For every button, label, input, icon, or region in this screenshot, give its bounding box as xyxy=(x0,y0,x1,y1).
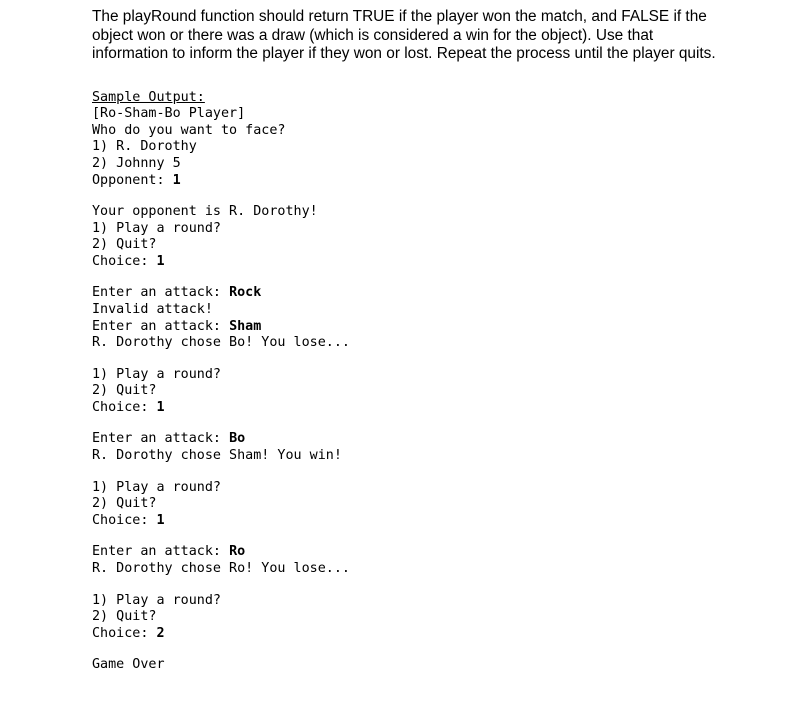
blank-line xyxy=(92,189,732,204)
console-output-text: Your opponent is R. Dorothy! xyxy=(92,204,318,220)
console-line xyxy=(92,367,732,384)
console-output-text: R. Dorothy chose Ro! You lose... xyxy=(92,560,350,576)
console-output-text: 1) R. Dorothy xyxy=(92,139,197,155)
console-line xyxy=(92,448,732,465)
console-line xyxy=(92,561,732,578)
console-output-text: R. Dorothy chose Sham! You win! xyxy=(92,448,342,463)
console-line xyxy=(92,593,732,610)
console-output-text: 1) Play a round? xyxy=(92,592,221,608)
console-output-text: 1) Play a round? xyxy=(92,366,221,382)
user-input-text: 1 xyxy=(172,172,181,188)
console-line xyxy=(92,626,732,643)
console-output-text: 2) Quit? xyxy=(92,496,157,512)
console-output-text: Choice: xyxy=(92,512,157,528)
document-page xyxy=(92,8,732,674)
blank-line xyxy=(92,465,732,480)
console-line xyxy=(92,302,732,319)
console-line xyxy=(92,123,732,140)
user-input-text: 1 xyxy=(156,512,165,528)
console-line xyxy=(92,173,732,190)
console-line xyxy=(92,480,732,497)
console-output-text: Game Over xyxy=(92,657,165,673)
blank-line xyxy=(92,529,732,544)
user-input-text: Rock xyxy=(229,285,262,301)
console-line xyxy=(92,400,732,417)
blank-line xyxy=(92,416,732,431)
console-line xyxy=(92,431,732,448)
user-input-text: 1 xyxy=(156,253,165,269)
console-line xyxy=(92,609,732,626)
console-line xyxy=(92,139,732,156)
user-input-text: 1 xyxy=(156,399,165,415)
console-line xyxy=(92,496,732,513)
console-output-text: R. Dorothy chose Bo! You lose... xyxy=(92,335,350,351)
console-line xyxy=(92,204,732,221)
console-output-text: Who do you want to face? xyxy=(92,122,286,138)
console-line xyxy=(92,221,732,238)
console-output-text: Opponent: xyxy=(92,172,173,188)
console-output-text: 2) Quit? xyxy=(92,237,157,253)
console-line xyxy=(92,544,732,561)
console-line xyxy=(92,383,732,400)
console-output-text: 2) Quit? xyxy=(92,383,157,399)
sample-output-title: Sample Output: xyxy=(92,89,205,105)
console-line xyxy=(92,254,732,271)
user-input-text: Bo xyxy=(229,431,246,447)
console-line xyxy=(92,319,732,336)
console-line xyxy=(92,335,732,352)
console-line xyxy=(92,513,732,530)
console-line xyxy=(92,106,732,123)
blank-line xyxy=(92,270,732,285)
console-output-text: 2) Quit? xyxy=(92,609,157,625)
console-output-text: Enter an attack: xyxy=(92,544,230,560)
blank-line xyxy=(92,577,732,592)
console-output-text: 2) Johnny 5 xyxy=(92,155,181,171)
console-line xyxy=(92,156,732,173)
blank-line xyxy=(92,352,732,367)
console-line xyxy=(92,285,732,302)
console-output-text: Choice: xyxy=(92,625,157,641)
user-input-text: 2 xyxy=(156,625,165,641)
console-output-text: Enter an attack: xyxy=(92,318,230,334)
console-output-text: Enter an attack: xyxy=(92,285,230,301)
instructions-paragraph: The playRound function should return TRUE if the player won the match, and FALSE if the object won or there was a draw (which is considered a win for the object). Use that information to inform the player if they won or lost. Repeat the process until the player quits. xyxy=(92,8,716,63)
console-output-text: [Ro-Sham-Bo Player] xyxy=(92,106,246,122)
blank-line xyxy=(92,642,732,657)
user-input-text: Ro xyxy=(229,544,246,560)
console-line xyxy=(92,657,732,674)
console-output-text: 1) Play a round? xyxy=(92,220,221,236)
console-output-text: Choice: xyxy=(92,253,157,269)
console-line xyxy=(92,237,732,254)
console-output-text: Enter an attack: xyxy=(92,431,230,447)
console-output-text: 1) Play a round? xyxy=(92,479,221,495)
sample-output-console xyxy=(92,106,732,674)
user-input-text: Sham xyxy=(229,318,262,334)
console-output-text: Choice: xyxy=(92,399,157,415)
console-output-text: Invalid attack! xyxy=(92,301,213,317)
